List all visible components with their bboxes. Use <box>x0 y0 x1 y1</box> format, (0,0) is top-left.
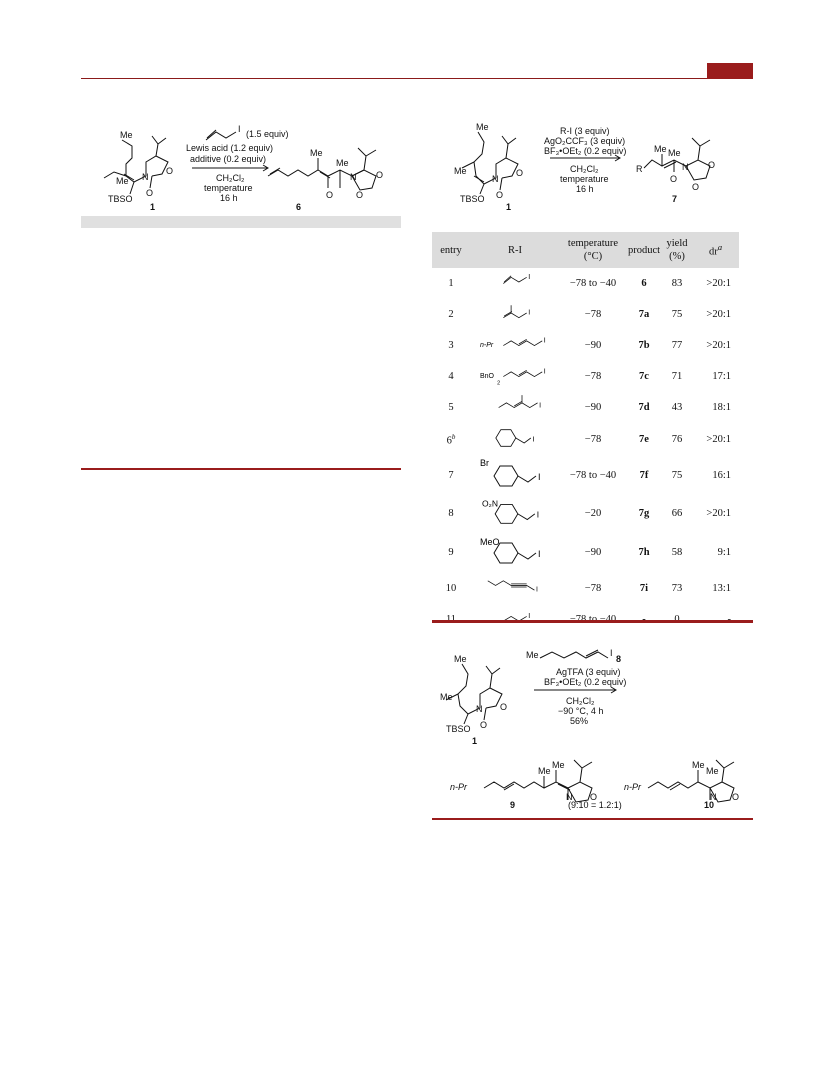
me-label: Me <box>454 166 467 176</box>
product-label: 7 <box>672 194 678 204</box>
cell-product: 7d <box>638 402 650 413</box>
condition-solvent: CH₂Cl₂ <box>566 696 595 706</box>
table-row <box>432 495 739 532</box>
me-label: Me <box>692 760 705 770</box>
o-label: O <box>732 792 740 802</box>
me-label: Me <box>454 654 467 664</box>
cell-entry <box>432 330 470 361</box>
col-ri: R-I <box>470 232 560 268</box>
me-label: Me <box>116 176 129 186</box>
cell-ri <box>470 361 560 392</box>
condition-time: 16 h <box>220 193 238 203</box>
cell-ri <box>470 423 560 456</box>
cell-ri <box>470 495 560 532</box>
cell-product: 7g <box>638 508 650 519</box>
col-dr-label: dr <box>708 246 718 258</box>
o-label: O <box>376 170 384 180</box>
cell-entry <box>432 532 470 573</box>
entry-footnote: b <box>451 432 456 441</box>
ri-atom-label: I <box>528 613 531 620</box>
ri-structure <box>470 361 560 389</box>
o-label: O <box>516 168 524 178</box>
cell-entry <box>432 299 470 330</box>
col-yield-line2: (%) <box>669 251 685 262</box>
ri-atom-label: I <box>538 472 541 482</box>
n-label: N <box>682 162 689 172</box>
col-dr-footnote: a <box>717 242 723 253</box>
ri-atom-label: I <box>528 273 531 281</box>
cell-entry <box>432 361 470 392</box>
cell-entry <box>432 573 470 604</box>
col-entry: entry <box>432 232 470 268</box>
table-row <box>432 361 739 392</box>
cell-product: 7b <box>638 340 650 351</box>
condition-yield: 56% <box>570 716 589 726</box>
entry-number: 5 <box>448 402 454 413</box>
cell-ri <box>470 299 560 330</box>
o-label: O <box>708 160 716 170</box>
col-temperature-line2: (°C) <box>583 251 603 262</box>
cell-temperature: −78 to −40 <box>569 278 617 289</box>
cell-dr: >20:1 <box>706 340 731 351</box>
entry-number: 8 <box>448 508 454 519</box>
condition-time: 16 h <box>576 184 594 194</box>
o-label: O <box>326 190 334 200</box>
cell-dr: 18:1 <box>712 402 731 413</box>
cell-temperature: −90 <box>584 340 602 351</box>
cell-ri <box>470 268 560 299</box>
ri-atom-label: O₂N <box>481 498 499 509</box>
table-row <box>432 532 739 573</box>
product-10-label: 10 <box>704 800 715 810</box>
ri-atom-label: Br <box>480 458 489 468</box>
cell-entry <box>432 456 470 495</box>
o-label: O <box>670 174 678 184</box>
cell-yield: 75 <box>671 309 683 320</box>
me-label: Me <box>654 144 667 154</box>
me-label: Me <box>120 130 133 140</box>
npr-label: n-Pr <box>624 782 642 792</box>
ri-structure <box>470 456 560 492</box>
entry-number: 9 <box>448 547 454 558</box>
cell-dr: 17:1 <box>712 371 731 382</box>
o-label: O <box>500 702 508 712</box>
scheme-3 <box>440 640 752 816</box>
table-row <box>432 392 739 423</box>
ri-structure <box>470 299 560 327</box>
table-header-bar <box>81 216 401 228</box>
condition-silver: AgO₂CCF₃ (3 equiv) <box>544 136 626 146</box>
o-label: O <box>496 190 504 200</box>
entry-number: 6 <box>446 435 452 447</box>
cell-yield: 75 <box>671 470 683 481</box>
cell-product: 7h <box>638 547 650 558</box>
cell-temperature: −78 <box>584 309 602 320</box>
o-label: O <box>480 720 488 730</box>
condition-lewis-acid: Lewis acid (1.2 equiv) <box>186 143 274 153</box>
entry-number: 2 <box>448 309 454 320</box>
me-label: Me <box>336 158 349 168</box>
sm-label: 1 <box>472 736 478 746</box>
ri-atom-label: I <box>543 368 546 376</box>
sm-label: 1 <box>150 202 156 212</box>
sm-label: 1 <box>506 202 512 212</box>
cell-yield: 73 <box>671 583 683 594</box>
me-label: Me <box>706 766 719 776</box>
tbso-label: TBSO <box>460 194 485 204</box>
me-label: Me <box>310 148 323 158</box>
cell-product: 7f <box>639 470 649 481</box>
cell-dr: 13:1 <box>712 583 731 594</box>
ri-atom-label: MeO <box>480 537 500 547</box>
condition-bf3: BF₃•OEt₂ (0.2 equiv) <box>544 146 627 156</box>
cell-dr: >20:1 <box>706 508 731 519</box>
table-row <box>432 268 739 299</box>
entry-number: 4 <box>448 371 454 382</box>
cell-temperature: −78 <box>584 371 602 382</box>
cell-entry <box>432 392 470 423</box>
cell-ri <box>470 573 560 604</box>
n-label: N <box>476 704 483 714</box>
cell-product: 7c <box>639 371 649 382</box>
cell-yield: 43 <box>671 402 683 413</box>
tbso-label: TBSO <box>108 194 133 204</box>
cell-entry <box>432 423 470 456</box>
cell-yield: 77 <box>671 340 683 351</box>
header-rule <box>81 78 753 79</box>
cell-ri <box>470 532 560 573</box>
me-label: Me <box>440 692 453 702</box>
condition-additive: additive (0.2 equiv) <box>190 154 267 164</box>
condition-solvent: CH₂Cl₂ <box>216 173 245 183</box>
npr-label: n-Pr <box>450 782 468 792</box>
n-label: N <box>142 172 149 182</box>
condition-temperature: temperature <box>560 174 609 184</box>
table-row <box>432 330 739 361</box>
r-label: R <box>636 164 643 174</box>
entry-number: 7 <box>448 470 454 481</box>
cell-dr: 9:1 <box>717 547 731 558</box>
cell-yield: 83 <box>671 278 683 289</box>
ri-atom-label: I <box>536 586 538 594</box>
cell-temperature: −78 <box>584 583 602 594</box>
cell-yield: 76 <box>671 434 683 445</box>
n-label: N <box>492 174 499 184</box>
cell-dr: 16:1 <box>712 470 731 481</box>
entry-number: 10 <box>445 583 457 594</box>
iodide-label: I <box>610 648 613 658</box>
cell-temperature: −90 <box>584 402 602 413</box>
n-label: N <box>710 792 717 802</box>
col-yield <box>662 232 692 268</box>
condition-agtfa: AgTFA (3 equiv) <box>556 667 621 677</box>
me-label: Me <box>552 760 565 770</box>
ri-atom-label: I <box>538 549 541 559</box>
col-dr <box>692 232 739 268</box>
cell-dr: >20:1 <box>706 278 731 289</box>
ri-atom-label: I <box>528 309 531 317</box>
me-label: Me <box>538 766 551 776</box>
me-label: Me <box>668 148 681 158</box>
cell-yield: 58 <box>671 547 683 558</box>
ri-structure <box>470 495 560 529</box>
product-label: 6 <box>296 202 302 212</box>
section-rule <box>81 468 401 470</box>
product-9-label: 9 <box>510 800 516 810</box>
cell-entry <box>432 495 470 532</box>
o-label: O <box>590 792 598 802</box>
cell-product: 7a <box>638 309 650 320</box>
cell-ri <box>470 392 560 423</box>
cell-entry <box>432 268 470 299</box>
table-row <box>432 573 739 604</box>
o-label: O <box>692 182 700 192</box>
condition-temp-time: −90 °C, 4 h <box>558 706 604 716</box>
ri-structure <box>470 573 560 601</box>
ri-atom-label: I <box>543 337 546 345</box>
tbso-label: TBSO <box>446 724 471 734</box>
condition-bf3: BF₃•OEt₂ (0.2 equiv) <box>544 677 627 687</box>
cell-yield: 66 <box>671 508 683 519</box>
cell-yield: 71 <box>671 371 683 382</box>
entry-number: 3 <box>448 340 454 351</box>
table-row <box>432 299 739 330</box>
scheme-1 <box>100 118 400 212</box>
header-tab <box>707 63 753 79</box>
table-header-row <box>432 232 739 268</box>
condition-temperature: temperature <box>204 183 253 193</box>
ratio-label: (9:10 = 1.2:1) <box>568 800 622 810</box>
ri-structure <box>470 604 560 632</box>
col-temperature-line1: temperature <box>567 238 619 249</box>
table-row <box>432 456 739 495</box>
cell-temperature: −78 to −40 <box>569 470 617 481</box>
n-label: N <box>350 172 357 182</box>
table-row <box>432 423 739 456</box>
n-label: N <box>566 792 573 802</box>
scheme3-bottom-rule <box>432 818 753 820</box>
scheme-2 <box>440 118 740 228</box>
me-label: Me <box>476 122 489 132</box>
ri-structure <box>470 330 560 358</box>
col-temperature <box>560 232 626 268</box>
ri-atom-label: 2 <box>497 380 501 387</box>
ri-atom-label: I <box>532 434 535 444</box>
ri-structure <box>470 423 560 453</box>
cell-product: 6 <box>641 278 647 289</box>
cell-product: 7e <box>639 434 649 445</box>
cell-temperature: −20 <box>584 508 602 519</box>
cell-ri <box>470 456 560 495</box>
cell-ri <box>470 330 560 361</box>
me-label: Me <box>526 650 539 660</box>
ri-structure <box>470 268 560 296</box>
o-label: O <box>356 190 364 200</box>
reagent-equiv: (1.5 equiv) <box>246 129 289 139</box>
o-label: O <box>166 166 174 176</box>
cell-dr: >20:1 <box>706 434 731 445</box>
ri-atom-label: I <box>539 402 542 410</box>
ri-atom-label: I <box>536 509 540 520</box>
results-table <box>432 232 739 635</box>
ri-atom-label: n-Pr <box>480 342 494 350</box>
col-yield-line1: yield <box>666 238 688 249</box>
ri-atom-label: BnO <box>480 373 495 381</box>
entry-number: 1 <box>448 278 454 289</box>
ri-structure <box>470 532 560 570</box>
o-label: O <box>146 188 154 198</box>
cell-dr: >20:1 <box>706 309 731 320</box>
col-product: product <box>626 232 662 268</box>
reagent-label: 8 <box>616 654 622 664</box>
iodide-label: I <box>238 124 241 134</box>
cell-temperature: −78 <box>584 434 602 445</box>
cell-product: 7i <box>639 583 649 594</box>
scheme3-top-rule <box>432 620 753 623</box>
ri-structure <box>470 392 560 420</box>
condition-solvent: CH₂Cl₂ <box>570 164 599 174</box>
condition-ri: R-I (3 equiv) <box>560 126 610 136</box>
cell-temperature: −90 <box>584 547 602 558</box>
